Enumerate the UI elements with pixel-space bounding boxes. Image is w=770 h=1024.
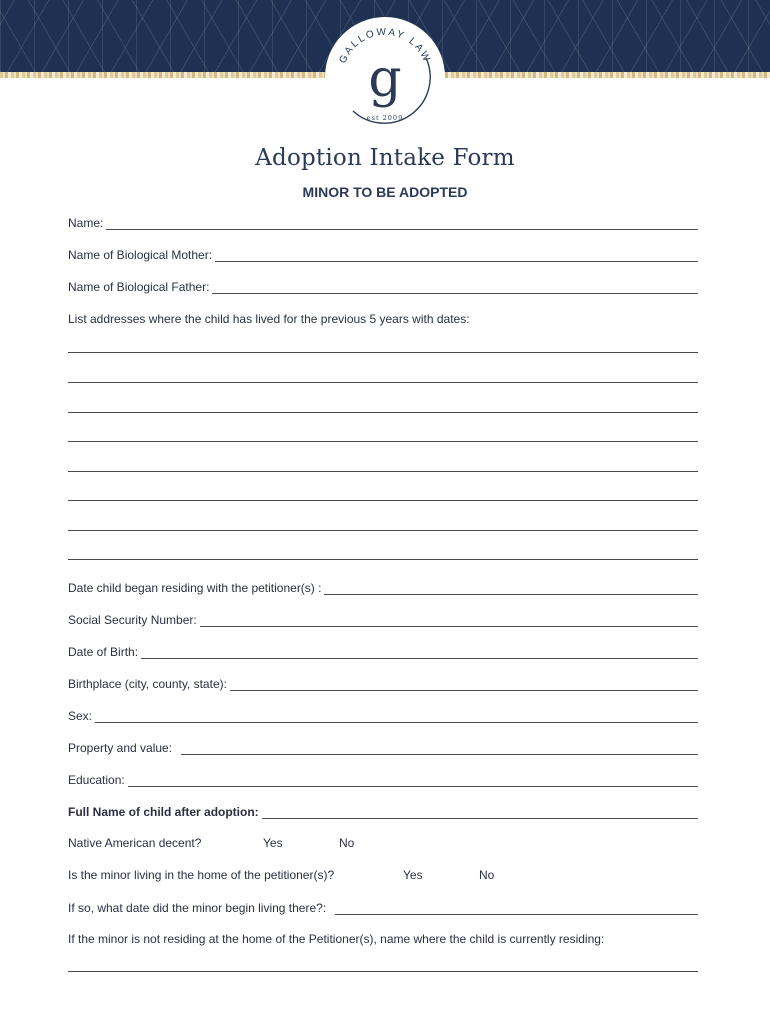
ssn-label: Social Security Number: <box>68 613 197 627</box>
property-label: Property and value: <box>68 741 173 755</box>
full-name-after-row <box>68 801 698 819</box>
education-line[interactable] <box>128 772 698 787</box>
sex-row <box>68 705 698 723</box>
birthplace-line[interactable] <box>230 676 698 691</box>
logo-brand-text: GALLOWAY LAW <box>337 26 433 66</box>
living-in-home-label: Is the minor living in the home of the petitioner(s)? <box>68 868 335 882</box>
section-heading: MINOR TO BE ADOPTED <box>302 184 468 200</box>
address-line[interactable] <box>68 530 698 531</box>
property-row <box>68 737 698 755</box>
ssn-row <box>68 609 698 627</box>
living-since-line[interactable] <box>335 900 698 915</box>
education-label: Education: <box>68 773 125 787</box>
name-row <box>68 212 698 230</box>
addresses-prompt: List addresses where the child has lived for the previous 5 years with dates: <box>68 312 470 326</box>
logo-established: est 2009 <box>366 114 404 122</box>
date-began-row <box>68 577 698 595</box>
not-residing-label: If the minor is not residing at the home of the Petitioner(s), name where the child is currently residing: <box>68 932 605 946</box>
address-line[interactable] <box>68 441 698 442</box>
not-residing-line[interactable] <box>68 971 698 972</box>
bio-mother-line[interactable] <box>215 247 698 262</box>
address-line[interactable] <box>68 559 698 560</box>
native-american-yes[interactable]: Yes <box>263 836 283 850</box>
logo-monogram: g <box>368 49 402 109</box>
date-began-label: Date child began residing with the petitioner(s) : <box>68 581 322 595</box>
property-line[interactable] <box>181 740 698 755</box>
birthplace-label: Birthplace (city, county, state): <box>68 677 227 691</box>
ssn-line[interactable] <box>200 612 698 627</box>
bio-mother-label: Name of Biological Mother: <box>68 248 213 262</box>
living-since-label: If so, what date did the minor begin living there?: <box>68 901 327 915</box>
living-since-row <box>68 897 698 915</box>
date-began-line[interactable] <box>324 580 698 595</box>
address-line[interactable] <box>68 382 698 383</box>
name-label: Name: <box>68 216 104 230</box>
education-row <box>68 769 698 787</box>
sex-label: Sex: <box>68 709 93 723</box>
bio-father-label: Name of Biological Father: <box>68 280 210 294</box>
form-title: Adoption Intake Form <box>255 145 515 171</box>
living-in-home-no[interactable]: No <box>479 868 495 882</box>
address-line[interactable] <box>68 412 698 413</box>
bio-father-line[interactable] <box>212 279 698 294</box>
name-line[interactable] <box>106 215 698 230</box>
native-american-no[interactable]: No <box>339 836 355 850</box>
dob-line[interactable] <box>141 644 698 659</box>
address-line[interactable] <box>68 471 698 472</box>
address-line[interactable] <box>68 500 698 501</box>
living-in-home-yes[interactable]: Yes <box>403 868 423 882</box>
bio-mother-row <box>68 244 698 262</box>
bio-father-row <box>68 276 698 294</box>
galloway-law-logo <box>318 10 452 144</box>
birthplace-row <box>68 673 698 691</box>
native-american-label: Native American decent? <box>68 836 202 850</box>
full-name-after-label: Full Name of child after adoption: <box>68 805 259 819</box>
sex-line[interactable] <box>95 708 698 723</box>
full-name-after-line[interactable] <box>262 804 698 819</box>
dob-label: Date of Birth: <box>68 645 139 659</box>
address-line[interactable] <box>68 352 698 353</box>
dob-row <box>68 641 698 659</box>
